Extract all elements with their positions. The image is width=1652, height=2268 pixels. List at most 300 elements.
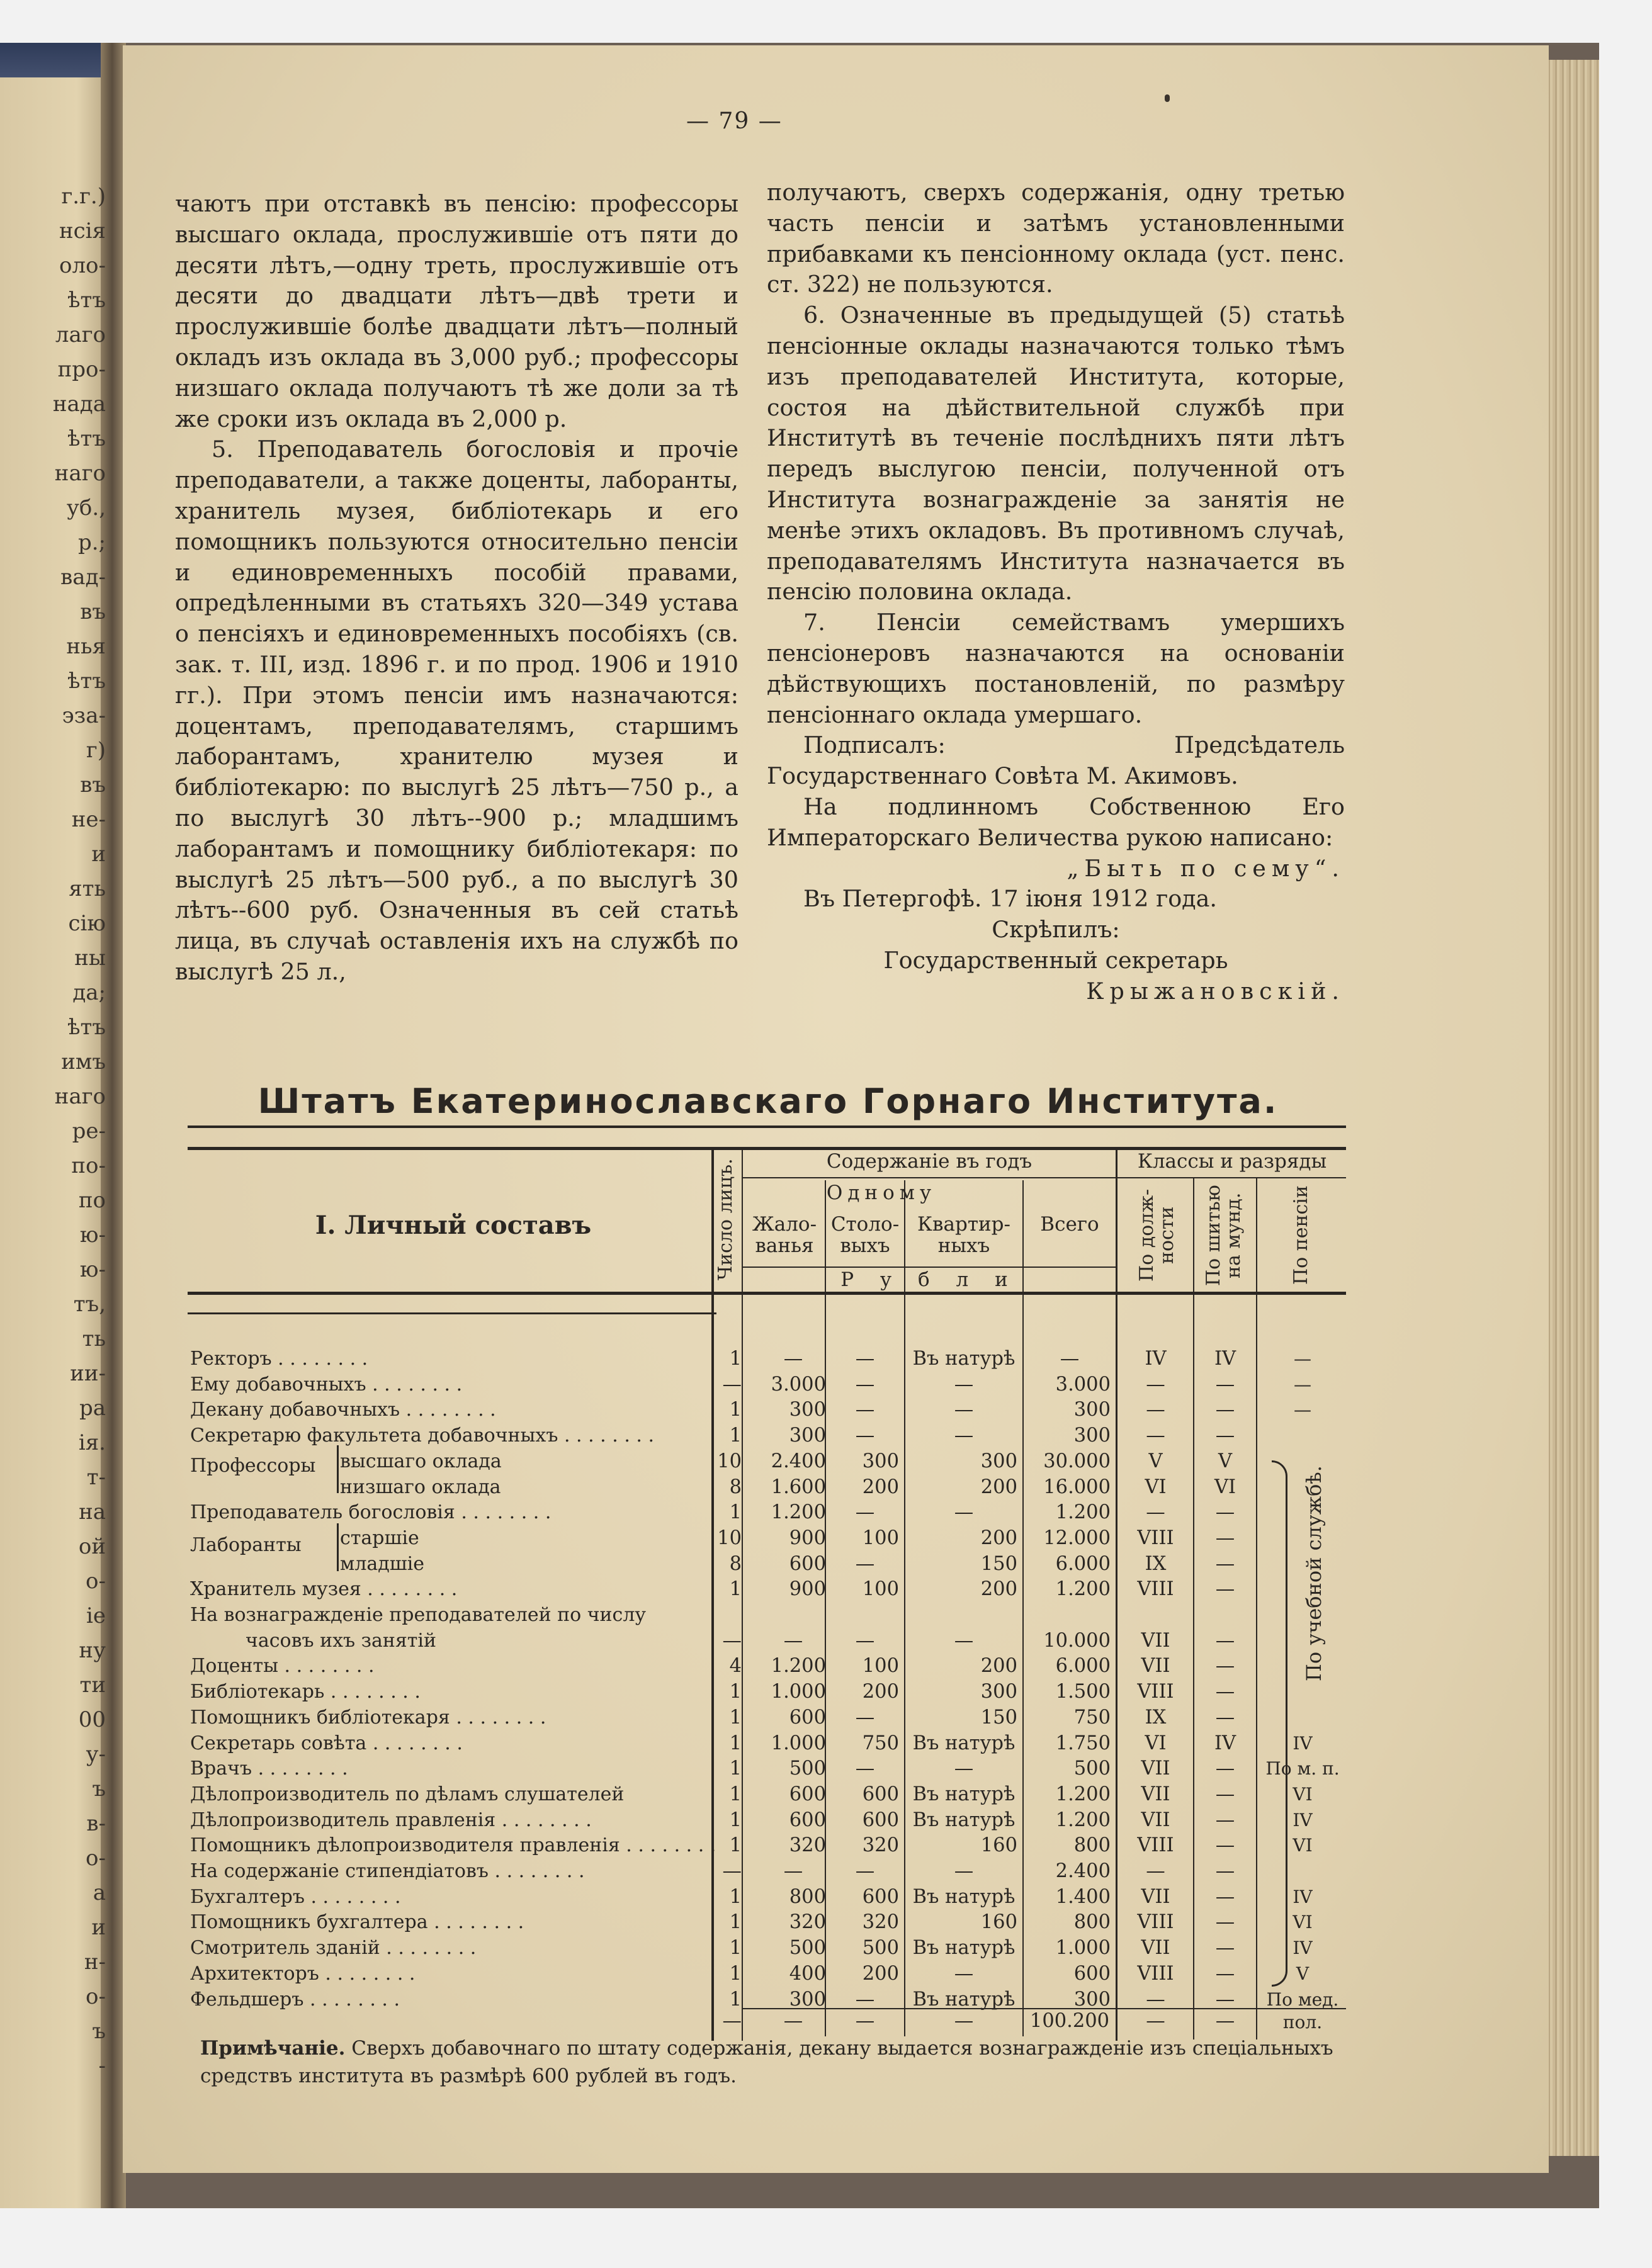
- table-cell-uni: —: [1215, 1911, 1235, 1934]
- margin-fragment: ой: [78, 1534, 106, 1559]
- margin-fragment: ра: [79, 1396, 106, 1421]
- header-bottom-rule: [188, 1292, 1346, 1295]
- margin-fragment: ѣтъ: [67, 288, 106, 313]
- table-cell-kv: Въ натурѣ: [912, 1808, 1016, 1831]
- table-cell-uni: VI: [1214, 1475, 1236, 1498]
- paragraph-5-continued: получаютъ, сверхъ содержанія, одну третью часть пенсіи и затѣмъ установленными прибавками къ пенсіонному оклада (уст. пенс. ст. 322) не пользуются.: [767, 179, 1345, 298]
- header-classes: Классы и разряды: [1137, 1150, 1327, 1173]
- margin-fragment: нья: [66, 634, 106, 659]
- table-cell-pen: —: [1294, 1374, 1311, 1395]
- table-cell-zh: 1.200: [771, 1501, 826, 1524]
- row-label: Секретарю факультета добавочныхъ . . . . . . . .: [190, 1425, 655, 1447]
- margin-fragment: ѣтъ: [67, 1015, 106, 1040]
- footnote: [200, 2034, 1384, 2090]
- margin-fragment: вад-: [60, 565, 106, 590]
- row-label: Хранитель музея . . . . . . . .: [190, 1578, 458, 1601]
- title-rule: [188, 1126, 1346, 1128]
- row-label: Доценты . . . . . . . .: [190, 1655, 375, 1678]
- professors-brace: [337, 1445, 339, 1493]
- table-cell-zh: —: [783, 1348, 803, 1370]
- table-cell-pos: VII: [1141, 1937, 1170, 1960]
- secretary-title: Государственный секретарь: [883, 946, 1228, 974]
- group-label-laborants: Лаборанты: [190, 1534, 302, 1556]
- table-cell-zh: 3.000: [771, 1373, 826, 1396]
- table-cell-kv: —: [954, 1629, 974, 1652]
- table-cell-pos: VI: [1145, 1475, 1167, 1498]
- margin-fragment: имъ: [61, 1049, 106, 1075]
- table-cell-kv: —: [954, 1962, 974, 1985]
- table-cell-kv: —: [954, 1757, 974, 1780]
- table-cell-n: 8: [729, 1552, 742, 1575]
- table-cell-zh: 300: [789, 1988, 826, 2011]
- table-cell-kv: Въ натурѣ: [912, 1988, 1016, 2011]
- table-cell-vs: 600: [1073, 1962, 1111, 1985]
- header-zhalovanya: Жало- ванья: [752, 1213, 817, 1257]
- row-label: Ректоръ . . . . . . . .: [190, 1348, 368, 1370]
- pension-vertical-note: По учебной службѣ.: [1302, 1465, 1326, 1682]
- row-label: старшіе: [340, 1526, 419, 1549]
- table-cell-zh: 1.600: [771, 1475, 826, 1498]
- ink-spot: [1165, 94, 1170, 102]
- table-cell-kv: —: [954, 1501, 974, 1524]
- left-text-column: [175, 189, 738, 988]
- margin-fragment: о-: [86, 1846, 106, 1871]
- table-cell-n: 1: [729, 1706, 742, 1729]
- table-cell-zh: 400: [789, 1962, 826, 1985]
- table-cell-st: —: [855, 1860, 875, 1882]
- table-cell-uni: —: [1215, 1706, 1235, 1729]
- table-cell-uni: —: [1215, 1808, 1235, 1831]
- table-cell-kv: 200: [980, 1526, 1017, 1549]
- table-cell-pos: —: [1146, 1860, 1165, 1882]
- signed-by: Подписалъ: Предсѣдатель Государственнаго Совѣта М. Акимовъ.: [767, 731, 1345, 790]
- table-cell-pos: VII: [1141, 1655, 1170, 1678]
- row-label: Врачъ . . . . . . . .: [190, 1757, 348, 1780]
- table-cell-pen: IV: [1293, 1886, 1313, 1907]
- table-cell-vs: 1.400: [1055, 1885, 1111, 1908]
- row-label: Фельдшеръ . . . . . . . .: [190, 1988, 400, 2011]
- table-cell-n: 1: [729, 1578, 742, 1601]
- table-cell-pos: VIII: [1137, 1578, 1174, 1601]
- margin-fragment: на: [79, 1499, 106, 1525]
- table-cell-st: 200: [862, 1962, 899, 1985]
- table-cell-uni: —: [1215, 1885, 1235, 1908]
- table-cell-st: 200: [862, 1475, 899, 1498]
- table-cell-pos: VIII: [1137, 1834, 1174, 1857]
- table-title: Штатъ Екатеринославскаго Горнаго Института.: [257, 1081, 1279, 1121]
- table-cell-pos: VII: [1141, 1808, 1170, 1831]
- table-cell-pos: —: [1146, 1425, 1165, 1447]
- table-cell-kv: 160: [980, 1911, 1017, 1934]
- table-cell-uni: —: [1215, 1988, 1235, 2011]
- row-label: высшаго оклада: [340, 1450, 502, 1472]
- table-cell-vs: 1.500: [1055, 1681, 1111, 1703]
- table-cell-st: —: [855, 1988, 875, 2011]
- table-cell-vs: 3.000: [1055, 1373, 1111, 1396]
- table-cell-uni: —: [1215, 1629, 1235, 1652]
- margin-fragment: ъ: [92, 2019, 106, 2044]
- table-cell-pos: VII: [1141, 1783, 1170, 1805]
- table-cell-uni: —: [1215, 1860, 1235, 1882]
- table-cell-vs: 800: [1073, 1834, 1111, 1857]
- imperial-quote: „Быть по сему“.: [1066, 854, 1345, 882]
- table-cell-st: —: [855, 1425, 875, 1447]
- table-cell-pos: VIII: [1137, 1526, 1174, 1549]
- row-label: Дѣлопроизводитель правленія . . . . . . . .: [190, 1808, 592, 1831]
- table-cell-n: 1: [729, 1348, 742, 1370]
- table-cell-st: 600: [862, 1783, 899, 1805]
- laborants-brace: [337, 1523, 339, 1571]
- table-cell-kv: 300: [980, 1681, 1017, 1703]
- margin-fragment: ѣтъ: [67, 669, 106, 694]
- table-cell-n: 1: [729, 1808, 742, 1831]
- table-cell-zh: 600: [789, 1706, 826, 1729]
- body-top-rule: [188, 1312, 716, 1314]
- table-cell-pos: V: [1148, 1450, 1163, 1472]
- row-label: Преподаватель богословія . . . . . . . .: [190, 1501, 552, 1524]
- table-cell-zh: 300: [789, 1425, 826, 1447]
- table-cell-vs: —: [1060, 1348, 1080, 1370]
- row-label: Смотритель зданій . . . . . . . .: [190, 1937, 477, 1960]
- table-cell-n: —: [722, 1629, 742, 1652]
- table-cell-pos: VIII: [1137, 1962, 1174, 1985]
- table-cell-zh: 600: [789, 1808, 826, 1831]
- table-cell-pen: По мед.: [1266, 1989, 1339, 2010]
- margin-fragment: нсія: [59, 218, 106, 244]
- margin-fragment: -: [98, 2053, 106, 2079]
- table-cell-uni: —: [1215, 1783, 1235, 1805]
- table-cell-kv: Въ натурѣ: [912, 1885, 1016, 1908]
- table-cell-pen: IV: [1293, 1732, 1313, 1754]
- table-cell-st: 320: [862, 1911, 899, 1934]
- table-cell-pos: VIII: [1137, 1911, 1174, 1934]
- row-label: Бухгалтеръ . . . . . . . .: [190, 1885, 401, 1908]
- table-cell-n: 1: [729, 1732, 742, 1754]
- paragraph-4-continued: чаютъ при отставкѣ въ пенсію: профессоры высшаго оклада, прослужившіе отъ пяти до десяти лѣтъ,—одну треть, прослужившіе отъ десяти до двадцати лѣтъ—двѣ трети и прослужившіе болѣе двадцати лѣтъ—полный окладъ изъ оклада въ 3,000 руб.; профессоры низшаго оклада получаютъ тѣ же доли за тѣ же сроки изъ оклада въ 2,000 р.: [175, 190, 738, 432]
- table-cell-pos: —: [1146, 1988, 1165, 2011]
- table-cell-kv: —: [954, 1373, 974, 1396]
- row-label: Секретарь совѣта . . . . . . . .: [190, 1732, 463, 1754]
- pension-extra: пол.: [1282, 2012, 1323, 2033]
- table-cell-uni: —: [1215, 1552, 1235, 1575]
- table-cell-n: 1: [729, 1962, 742, 1985]
- table-cell-vs: 1.200: [1055, 1808, 1111, 1831]
- total-cell-pos: —: [1146, 2010, 1165, 2032]
- table-cell-pen: —: [1294, 1348, 1311, 1369]
- table-cell-vs: 10.000: [1043, 1629, 1111, 1652]
- table-cell-pos: —: [1146, 1373, 1165, 1396]
- margin-fragment: сію: [68, 911, 106, 936]
- table-cell-zh: 800: [789, 1885, 826, 1908]
- header-count: Число лицъ.: [715, 1158, 737, 1280]
- table-cell-uni: —: [1215, 1501, 1235, 1524]
- table-cell-pen: VI: [1293, 1912, 1313, 1933]
- table-cell-vs: 500: [1073, 1757, 1111, 1780]
- table-cell-pos: IV: [1145, 1348, 1167, 1370]
- total-cell-zh: —: [783, 2010, 803, 2032]
- margin-fragment: а: [93, 1880, 106, 1905]
- table-cell-kv: 200: [980, 1578, 1017, 1601]
- table-cell-pen: VI: [1293, 1835, 1313, 1856]
- table-cell-st: —: [855, 1348, 875, 1370]
- table-cell-kv: Въ натурѣ: [912, 1937, 1016, 1960]
- margin-fragment: по-: [71, 1153, 106, 1178]
- table-cell-kv: 300: [980, 1450, 1017, 1472]
- paragraph-5: 5. Преподаватель богословія и прочіе преподаватели, а также доценты, лаборанты, хранитель музея, библіотекарь и его помощникъ пользуются относительно пенсіи и единовременныхъ пособій правами, опредѣленными въ статьяхъ 320—349 устава о пенсіяхъ и единовременныхъ пособіяхъ (св. зак. т. III, изд. 1896 г. и по прод. 1906 и 1910 гг.). При этомъ пенсіи имъ назначаются: доцентамъ, преподавателямъ, старшимъ лаборантамъ, хранителю музея и библіотекарю: по выслугѣ 25 лѣтъ—750 р., а по выслугѣ 30 лѣтъ--900 р.; младшимъ лаборантамъ и помощнику библіотекаря: по выслугѣ 25 лѣтъ—500 руб., а по выслугѣ 30 лѣтъ--600 руб. Означенныя въ сей статьѣ лица, въ случаѣ оставленія ихъ на службѣ по выслугѣ 25 л.,: [175, 436, 738, 985]
- header-by-pension: По пенсіи: [1290, 1185, 1312, 1285]
- margin-fragment: в-: [86, 1811, 106, 1836]
- table-cell-vs: 6.000: [1055, 1552, 1111, 1575]
- table-cell-vs: 300: [1073, 1425, 1111, 1447]
- table-cell-kv: 200: [980, 1655, 1017, 1678]
- header-stolovykh: Столо- выхъ: [830, 1213, 900, 1257]
- margin-fragment: н-: [84, 1949, 106, 1975]
- right-text-column: [767, 178, 1345, 1007]
- margin-fragment: нада: [52, 392, 106, 417]
- margin-fragment: о-: [86, 1984, 106, 2009]
- table-cell-uni: IV: [1214, 1732, 1236, 1754]
- row-label: Помощникъ дѣлопроизводителя правленія . . . . . . . .: [190, 1834, 716, 1857]
- countersigned: Скрѣпилъ:: [992, 916, 1120, 944]
- table-cell-zh: 500: [789, 1937, 826, 1960]
- table-cell-uni: —: [1215, 1681, 1235, 1703]
- table-cell-kv: —: [954, 1860, 974, 1882]
- margin-fragment: тъ,: [73, 1292, 106, 1317]
- row-label: Библіотекарь . . . . . . . .: [190, 1681, 421, 1703]
- total-cell-st: —: [855, 2010, 875, 2032]
- table-cell-n: 10: [717, 1526, 742, 1549]
- table-cell-uni: —: [1215, 1526, 1235, 1549]
- header-by-position: По долж- ности: [1136, 1188, 1178, 1282]
- margin-fragment: ѣтъ: [67, 426, 106, 451]
- table-cell-uni: —: [1215, 1962, 1235, 1985]
- margin-fragment: и: [91, 842, 106, 867]
- table-cell-st: —: [855, 1501, 875, 1524]
- table-cell-pos: —: [1146, 1399, 1165, 1421]
- table-cell-vs: 16.000: [1043, 1475, 1111, 1498]
- total-cell-n: —: [722, 2010, 742, 2032]
- table-cell-st: 300: [862, 1450, 899, 1472]
- margin-fragment: лаго: [55, 322, 106, 347]
- table-cell-zh: 900: [789, 1578, 826, 1601]
- margin-fragment: не-: [71, 807, 106, 832]
- row-label: На вознагражденіе преподавателей по числу: [190, 1604, 647, 1626]
- row-label: Помощникъ бухгалтера . . . . . . . .: [190, 1911, 524, 1934]
- total-cell-uni: —: [1215, 2010, 1235, 2032]
- table-cell-vs: 1.000: [1055, 1937, 1111, 1960]
- table-cell-kv: Въ натурѣ: [912, 1732, 1016, 1754]
- table-cell-st: —: [855, 1629, 875, 1652]
- table-cell-zh: 900: [789, 1526, 826, 1549]
- table-cell-vs: 1.750: [1055, 1732, 1111, 1754]
- table-cell-pos: VII: [1141, 1885, 1170, 1908]
- table-cell-zh: 1.200: [771, 1655, 826, 1678]
- row-label: Декану добавочныхъ . . . . . . . .: [190, 1399, 496, 1421]
- total-cell-vs: 100.200: [1029, 2010, 1110, 2032]
- margin-fragment: ны: [74, 945, 106, 971]
- table-cell-vs: 800: [1073, 1911, 1111, 1934]
- margin-fragment: т-: [86, 1465, 106, 1490]
- row-label: часовъ ихъ занятій: [246, 1629, 436, 1652]
- margin-fragment: іе: [86, 1603, 106, 1628]
- table-cell-n: 1: [729, 1885, 742, 1908]
- table-cell-zh: 320: [789, 1834, 826, 1857]
- margin-fragment: да;: [72, 980, 106, 1005]
- margin-fragment: г.г.): [61, 184, 106, 209]
- hline-subgroup: [742, 1177, 1346, 1178]
- table-cell-vs: 750: [1073, 1706, 1111, 1729]
- table-cell-n: 1: [729, 1834, 742, 1857]
- table-cell-n: 8: [729, 1475, 742, 1498]
- row-label: Ему добавочныхъ . . . . . . . .: [190, 1373, 463, 1396]
- vline-uni: [1256, 1177, 1257, 2040]
- table-cell-zh: 320: [789, 1911, 826, 1934]
- table-cell-kv: 150: [980, 1552, 1017, 1575]
- table-cell-uni: —: [1215, 1425, 1235, 1447]
- row-label: низшаго оклада: [340, 1475, 501, 1498]
- table-cell-vs: 300: [1073, 1988, 1111, 2011]
- header-by-uniform: По шитью на мунд.: [1202, 1185, 1245, 1286]
- table-cell-pos: —: [1146, 1501, 1165, 1524]
- table-cell-st: 100: [862, 1526, 899, 1549]
- paragraph-7: 7. Пенсіи семействамъ умершихъ пенсіонеровъ назначаются на основаніи дѣйствующихъ постановленій, по размѣру пенсіоннаго оклада умершаго.: [767, 609, 1345, 728]
- table-cell-pos: IX: [1145, 1706, 1167, 1729]
- table-cell-vs: 6.000: [1055, 1655, 1111, 1678]
- secretary-name: Крыжановскій.: [1086, 977, 1345, 1005]
- table-cell-kv: Въ натурѣ: [912, 1348, 1016, 1370]
- margin-fragment: о-: [86, 1569, 106, 1594]
- vline-vs: [1116, 1147, 1117, 2041]
- vline-label: [711, 1147, 714, 2041]
- table-cell-zh: 1.000: [771, 1732, 826, 1754]
- margin-fragment: и: [91, 1915, 106, 1940]
- table-cell-n: 1: [729, 1783, 742, 1805]
- table-cell-st: 600: [862, 1885, 899, 1908]
- table-cell-kv: 160: [980, 1834, 1017, 1857]
- table-cell-pos: VII: [1141, 1629, 1170, 1652]
- table-cell-zh: —: [783, 1860, 803, 1882]
- table-cell-uni: —: [1215, 1399, 1235, 1421]
- table-cell-pos: IX: [1145, 1552, 1167, 1575]
- table-cell-vs: 1.200: [1055, 1783, 1111, 1805]
- margin-fragment: ии-: [70, 1361, 106, 1386]
- margin-fragment: ну: [79, 1638, 106, 1663]
- table-cell-n: 1: [729, 1937, 742, 1960]
- table-cell-st: 320: [862, 1834, 899, 1857]
- table-cell-n: 4: [729, 1655, 742, 1678]
- place-date: Въ Петергофѣ. 17 іюня 1912 года.: [803, 885, 1217, 913]
- table-cell-pos: VIII: [1137, 1681, 1174, 1703]
- table-cell-vs: 30.000: [1043, 1450, 1111, 1472]
- margin-fragment: ю-: [79, 1257, 106, 1282]
- table-cell-pos: VI: [1145, 1732, 1167, 1754]
- table-cell-uni: IV: [1214, 1348, 1236, 1370]
- table-cell-zh: 500: [789, 1757, 826, 1780]
- row-label: Помощникъ библіотекаря . . . . . . . .: [190, 1706, 546, 1729]
- header-kvartirnykh: Квартир- ныхъ: [917, 1213, 1010, 1257]
- header-salary: Содержаніе въ годъ: [826, 1150, 1032, 1173]
- margin-fragment: ъ: [92, 1776, 106, 1802]
- margin-fragment: ре-: [72, 1119, 106, 1144]
- table-cell-kv: Въ натурѣ: [912, 1783, 1016, 1805]
- table-cell-kv: —: [954, 1425, 974, 1447]
- table-cell-n: 1: [729, 1425, 742, 1447]
- table-cell-kv: 150: [980, 1706, 1017, 1729]
- margin-fragment: 00: [78, 1707, 106, 1732]
- margin-fragment: уб.,: [66, 495, 106, 521]
- header-vsego: Всего: [1040, 1213, 1099, 1236]
- table-cell-vs: 1.200: [1055, 1501, 1111, 1524]
- table-cell-pen: IV: [1293, 1938, 1313, 1959]
- margin-fragment: про-: [57, 357, 106, 382]
- row-label: Дѣлопроизводитель по дѣламъ слушателей: [190, 1783, 625, 1805]
- table-cell-n: 1: [729, 1681, 742, 1703]
- table-cell-uni: —: [1215, 1834, 1235, 1857]
- table-cell-uni: —: [1215, 1373, 1235, 1396]
- table-cell-pen: По м. п.: [1265, 1758, 1340, 1780]
- table-cell-st: 100: [862, 1655, 899, 1678]
- table-cell-st: 600: [862, 1808, 899, 1831]
- table-cell-zh: 600: [789, 1552, 826, 1575]
- row-label: На содержаніе стипендіатовъ . . . . . . . .: [190, 1860, 585, 1882]
- table-cell-st: 750: [862, 1732, 899, 1754]
- table-cell-n: —: [722, 1860, 742, 1882]
- margin-fragment: въ: [80, 772, 106, 798]
- page-number: — 79 —: [686, 108, 783, 134]
- table-cell-vs: 12.000: [1043, 1526, 1111, 1549]
- table-cell-vs: 2.400: [1055, 1860, 1111, 1882]
- table-cell-n: 1: [729, 1399, 742, 1421]
- footnote-text: Сверхъ добавочнаго по штату содержанія, декану выдается вознагражденіе изъ спеціальныхъ средствъ института въ размѣрѣ 600 рублей въ годъ.: [200, 2037, 1333, 2087]
- row-label: младшіе: [340, 1552, 424, 1575]
- table-cell-pen: V: [1296, 1963, 1310, 1984]
- margin-fragment: у-: [86, 1742, 106, 1767]
- table-cell-st: —: [855, 1552, 875, 1575]
- table-cell-n: 10: [717, 1450, 742, 1472]
- table-cell-pos: VII: [1141, 1757, 1170, 1780]
- header-one: Одному: [826, 1182, 937, 1204]
- pension-brace: [1272, 1460, 1287, 1987]
- margin-fragment: въ: [80, 599, 106, 624]
- header-rubli: Р у б л и: [840, 1268, 1018, 1291]
- row-label: Архитекторъ . . . . . . . .: [190, 1962, 416, 1985]
- table-cell-st: 500: [862, 1937, 899, 1960]
- page-edges: [1546, 60, 1599, 2156]
- table-cell-zh: 600: [789, 1783, 826, 1805]
- table-cell-kv: 200: [980, 1475, 1017, 1498]
- table-cell-n: 1: [729, 1501, 742, 1524]
- table-cell-uni: —: [1215, 1655, 1235, 1678]
- margin-fragment: оло-: [59, 253, 106, 278]
- total-cell-kv: —: [954, 2010, 974, 2032]
- table-cell-n: —: [722, 1373, 742, 1396]
- table-cell-vs: 300: [1073, 1399, 1111, 1421]
- table-cell-st: 100: [862, 1578, 899, 1601]
- margin-fragment: ю-: [79, 1222, 106, 1248]
- table-cell-uni: V: [1218, 1450, 1233, 1472]
- table-cell-zh: —: [783, 1629, 803, 1652]
- paragraph-6: 6. Означенные въ предыдущей (5) статьѣ пенсіонные оклады назначаются только тѣмъ изъ преподавателей Института, которые, состоя на дѣйствительной службѣ при Институтѣ въ теченіе послѣднихъ пяти лѣтъ передъ выслугою пенсіи, полученной отъ Института вознагражденіе за занятія не менѣе этихъ окладовъ. Въ противномъ случаѣ, преподавателямъ Института назначается въ пенсію половина оклада.: [767, 302, 1345, 606]
- margin-fragment: наго: [54, 1084, 106, 1109]
- margin-fragment: р.;: [77, 530, 106, 555]
- table-cell-uni: —: [1215, 1937, 1235, 1960]
- table-cell-zh: 300: [789, 1399, 826, 1421]
- margin-fragment: ти: [79, 1673, 106, 1698]
- margin-fragment: по: [78, 1188, 106, 1213]
- margin-fragment: ять: [69, 876, 106, 901]
- margin-fragment: эза-: [62, 703, 106, 728]
- table-cell-pen: —: [1294, 1399, 1311, 1421]
